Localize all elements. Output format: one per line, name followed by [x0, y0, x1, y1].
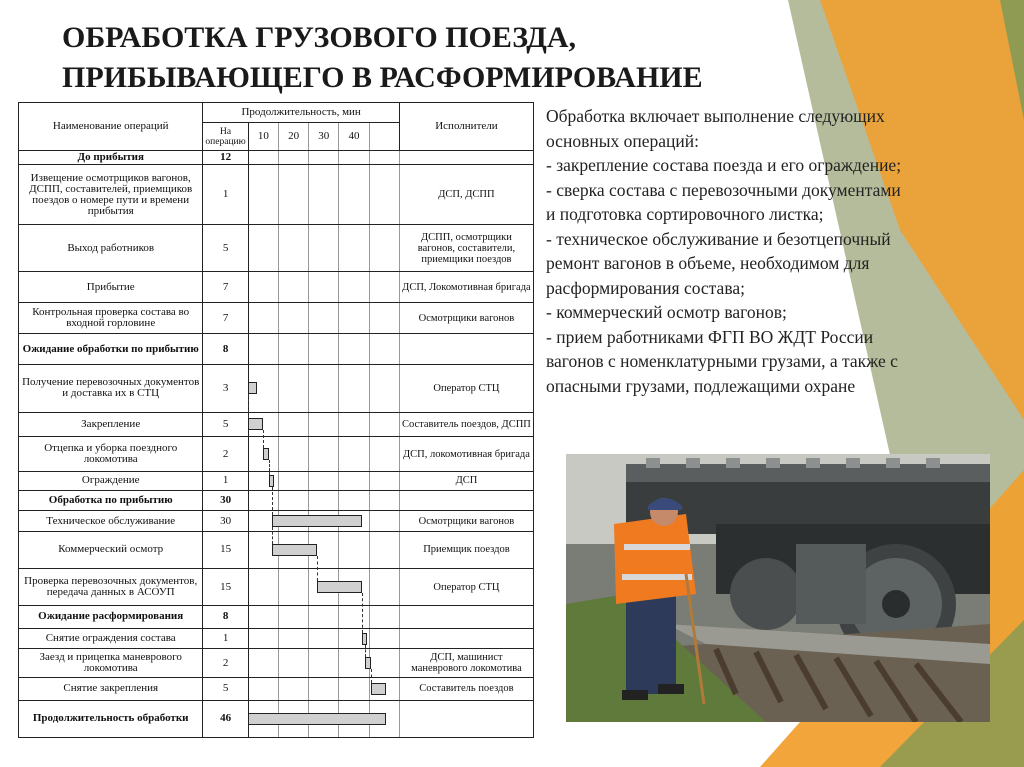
description-line: - коммерческий осмотр вагонов; — [546, 302, 787, 322]
timeline-cell — [309, 303, 339, 334]
timeline-cell — [278, 225, 308, 272]
timeline-cell — [278, 678, 308, 701]
timeline-cell — [339, 531, 369, 568]
operation-name-cell: Ожидание обработки по прибытию — [19, 334, 203, 365]
railway-worker-photo — [566, 454, 990, 722]
table-row — [19, 606, 534, 629]
timeline-cell — [309, 334, 339, 365]
operation-duration-cell: 12 — [203, 151, 248, 165]
table-row — [19, 365, 534, 412]
slide-title-line-1: ОБРАБОТКА ГРУЗОВОГО ПОЕЗДА, — [62, 21, 577, 54]
timeline-cell — [339, 649, 369, 678]
timeline-cell — [369, 437, 399, 472]
timeline-cell — [278, 437, 308, 472]
executor-cell: Осмотрщики вагонов — [399, 511, 533, 532]
timeline-cell — [309, 151, 339, 165]
timeline-cell — [278, 165, 308, 225]
timeline-cell — [309, 678, 339, 701]
operation-name-cell: Отцепка и уборка поездного локомотива — [19, 437, 203, 472]
table-row — [19, 678, 534, 701]
table-row — [19, 151, 534, 165]
timeline-cell — [369, 412, 399, 437]
timeline-cell — [369, 365, 399, 412]
timeline-cell — [369, 490, 399, 511]
timeline-cell — [309, 606, 339, 629]
operation-duration-cell: 8 — [203, 334, 248, 365]
timeline-cell — [309, 225, 339, 272]
header-operation-name: Наименование операций — [19, 103, 203, 151]
table-row — [19, 437, 534, 472]
operation-duration-cell: 1 — [203, 165, 248, 225]
header-per-operation-line1: На — [220, 126, 232, 137]
table-row — [19, 334, 534, 365]
timeline-cell — [248, 606, 278, 629]
timeline-cell — [248, 437, 278, 472]
timeline-cell — [339, 490, 369, 511]
header-duration: Продолжительность, мин — [203, 103, 399, 123]
timeline-cell — [369, 272, 399, 303]
executor-cell — [399, 334, 533, 365]
table-row — [19, 225, 534, 272]
operation-name-cell: Прибытие — [19, 272, 203, 303]
timeline-cell — [248, 272, 278, 303]
timeline-cell — [309, 412, 339, 437]
timeline-cell — [369, 649, 399, 678]
timeline-cell — [339, 606, 369, 629]
timeline-cell — [278, 700, 308, 737]
executor-cell — [399, 490, 533, 511]
timeline-cell — [248, 225, 278, 272]
timeline-cell — [248, 700, 278, 737]
timeline-cell — [339, 437, 369, 472]
timeline-cell — [278, 569, 308, 606]
operation-name-cell: До прибытия — [19, 151, 203, 165]
timeline-cell — [248, 628, 278, 649]
operation-name-cell: Обработка по прибытию — [19, 490, 203, 511]
description-line: опасными грузами, подлежащими охране — [546, 375, 856, 396]
executor-cell: ДСП, машинист маневрового локомотива — [399, 649, 533, 678]
operation-name-cell: Проверка перевозочных документов, передача данных в АСОУП — [19, 569, 203, 606]
timeline-cell — [339, 365, 369, 412]
timeline-cell — [309, 437, 339, 472]
timeline-cell — [278, 272, 308, 303]
operation-name-cell: Снятие ограждения состава — [19, 628, 203, 649]
timeline-cell — [309, 490, 339, 511]
executor-cell — [399, 151, 533, 165]
operation-duration-cell: 46 — [203, 700, 248, 737]
executor-cell: Составитель поездов — [399, 678, 533, 701]
timeline-cell — [248, 569, 278, 606]
timeline-cell — [339, 678, 369, 701]
header-tick-10: 10 — [248, 123, 278, 151]
timeline-cell — [248, 151, 278, 165]
timeline-cell — [278, 606, 308, 629]
operation-duration-cell: 7 — [203, 272, 248, 303]
header-per-operation-line2: операцию — [205, 136, 246, 147]
timeline-cell — [248, 412, 278, 437]
timeline-cell — [369, 531, 399, 568]
table-row — [19, 569, 534, 606]
slide-title — [62, 18, 962, 98]
timeline-cell — [309, 700, 339, 737]
operation-duration-cell: 1 — [203, 472, 248, 491]
timeline-cell — [278, 151, 308, 165]
timeline-cell — [369, 628, 399, 649]
timeline-cell — [339, 569, 369, 606]
operation-name-cell: Ожидание расформирования — [19, 606, 203, 629]
timeline-cell — [278, 649, 308, 678]
operation-name-cell: Техническое обслуживание — [19, 511, 203, 532]
timeline-cell — [248, 334, 278, 365]
timeline-cell — [339, 412, 369, 437]
table-row — [19, 472, 534, 491]
operation-name-cell: Снятие закрепления — [19, 678, 203, 701]
executor-cell: ДСП, локомотивная бригада — [399, 437, 533, 472]
header-tick-40: 40 — [339, 123, 369, 151]
operation-duration-cell: 3 — [203, 365, 248, 412]
executor-cell: Приемщик поездов — [399, 531, 533, 568]
timeline-cell — [369, 151, 399, 165]
timeline-cell — [309, 511, 339, 532]
timeline-cell — [309, 531, 339, 568]
table-row — [19, 412, 534, 437]
timeline-cell — [248, 649, 278, 678]
operation-duration-cell: 2 — [203, 437, 248, 472]
timeline-cell — [278, 334, 308, 365]
operation-name-cell: Заезд и прицепка маневрового локомотива — [19, 649, 203, 678]
timeline-cell — [339, 272, 369, 303]
operations-schedule-table — [18, 102, 534, 738]
description-line: Обработка включает выполнение следующих — [546, 106, 885, 126]
timeline-cell — [248, 678, 278, 701]
operation-duration-cell: 2 — [203, 649, 248, 678]
executor-cell: ДСП — [399, 472, 533, 491]
table-row — [19, 272, 534, 303]
operation-duration-cell: 7 — [203, 303, 248, 334]
timeline-cell — [309, 569, 339, 606]
operation-duration-cell: 30 — [203, 511, 248, 532]
operation-duration-cell: 5 — [203, 225, 248, 272]
description-line: вагонов с номенклатурными грузами, а также с — [546, 351, 898, 371]
description-text — [546, 104, 1016, 398]
timeline-cell — [248, 165, 278, 225]
executor-cell: Оператор СТЦ — [399, 365, 533, 412]
operation-duration-cell: 15 — [203, 531, 248, 568]
timeline-cell — [339, 511, 369, 532]
table-row — [19, 700, 534, 737]
operation-name-cell: Ограждение — [19, 472, 203, 491]
timeline-cell — [339, 700, 369, 737]
timeline-cell — [369, 511, 399, 532]
table-row — [19, 490, 534, 511]
timeline-cell — [278, 365, 308, 412]
timeline-cell — [369, 225, 399, 272]
operation-name-cell: Коммерческий осмотр — [19, 531, 203, 568]
timeline-cell — [309, 472, 339, 491]
header-tick-blank — [369, 123, 399, 151]
executor-cell: Оператор СТЦ — [399, 569, 533, 606]
description-line: расформирования состава; — [546, 277, 745, 298]
timeline-cell — [339, 472, 369, 491]
header-per-operation — [203, 123, 248, 151]
table-row — [19, 628, 534, 649]
executor-cell: Осмотрщики вагонов — [399, 303, 533, 334]
timeline-cell — [339, 151, 369, 165]
timeline-cell — [339, 303, 369, 334]
operation-duration-cell: 5 — [203, 678, 248, 701]
timeline-cell — [369, 569, 399, 606]
timeline-cell — [278, 472, 308, 491]
operation-duration-cell: 5 — [203, 412, 248, 437]
timeline-cell — [339, 225, 369, 272]
description-line: - сверка состава с перевозочными документами — [546, 179, 901, 200]
description-line: основных операций: — [546, 130, 699, 151]
timeline-cell — [278, 303, 308, 334]
operation-name-cell: Выход работников — [19, 225, 203, 272]
description-line: - прием работниками ФГП ВО ЖДТ России — [546, 326, 874, 347]
operation-name-cell: Получение перевозочных документов и доставка их в СТЦ — [19, 365, 203, 412]
executor-cell: ДСП, ДСПП — [399, 165, 533, 225]
table-row — [19, 531, 534, 568]
timeline-cell — [248, 490, 278, 511]
timeline-cell — [278, 412, 308, 437]
timeline-cell — [309, 165, 339, 225]
executor-cell — [399, 700, 533, 737]
table-row — [19, 303, 534, 334]
timeline-cell — [278, 490, 308, 511]
operation-name-cell: Контрольная проверка состава во входной горловине — [19, 303, 203, 334]
timeline-cell — [248, 303, 278, 334]
timeline-cell — [369, 700, 399, 737]
header-tick-20: 20 — [278, 123, 308, 151]
timeline-cell — [369, 606, 399, 629]
timeline-cell — [309, 272, 339, 303]
timeline-cell — [339, 628, 369, 649]
description-line: ремонт вагонов в объеме, необходимом для — [546, 253, 870, 273]
timeline-cell — [278, 511, 308, 532]
operation-name-cell: Закрепление — [19, 412, 203, 437]
operation-duration-cell: 15 — [203, 569, 248, 606]
table-row — [19, 649, 534, 678]
timeline-cell — [278, 531, 308, 568]
table-row — [19, 511, 534, 532]
operation-duration-cell: 1 — [203, 628, 248, 649]
description-line: и подготовка сортировочного листка; — [546, 204, 824, 224]
executor-cell: ДСПП, осмотрщики вагонов, составители, приемщики поездов — [399, 225, 533, 272]
timeline-cell — [369, 165, 399, 225]
timeline-cell — [309, 628, 339, 649]
timeline-cell — [369, 678, 399, 701]
timeline-cell — [309, 649, 339, 678]
operation-duration-cell: 8 — [203, 606, 248, 629]
header-executors: Исполнители — [399, 103, 533, 151]
table-row — [19, 165, 534, 225]
timeline-cell — [248, 365, 278, 412]
description-line: - техническое обслуживание и безотцепочный — [546, 228, 891, 249]
header-tick-30: 30 — [309, 123, 339, 151]
description-line: - закрепление состава поезда и его ограждение; — [546, 155, 902, 175]
executor-cell — [399, 628, 533, 649]
timeline-cell — [369, 334, 399, 365]
timeline-cell — [248, 531, 278, 568]
executor-cell: Составитель поездов, ДСПП — [399, 412, 533, 437]
executor-cell: ДСП, Локомотивная бригада — [399, 272, 533, 303]
timeline-cell — [339, 334, 369, 365]
operation-duration-cell: 30 — [203, 490, 248, 511]
timeline-cell — [369, 472, 399, 491]
timeline-cell — [248, 472, 278, 491]
timeline-cell — [309, 365, 339, 412]
operation-name-cell: Извещение осмотрщиков вагонов, ДСПП, составителей, приемщиков поездов о номере пути и времени прибытия — [19, 165, 203, 225]
timeline-cell — [339, 165, 369, 225]
timeline-cell — [278, 628, 308, 649]
timeline-cell — [248, 511, 278, 532]
operation-name-cell: Продолжительность обработки — [19, 700, 203, 737]
slide-title-line-2: ПРИБЫВАЮЩЕГО В РАСФОРМИРОВАНИЕ — [62, 61, 703, 94]
timeline-cell — [369, 303, 399, 334]
executor-cell — [399, 606, 533, 629]
